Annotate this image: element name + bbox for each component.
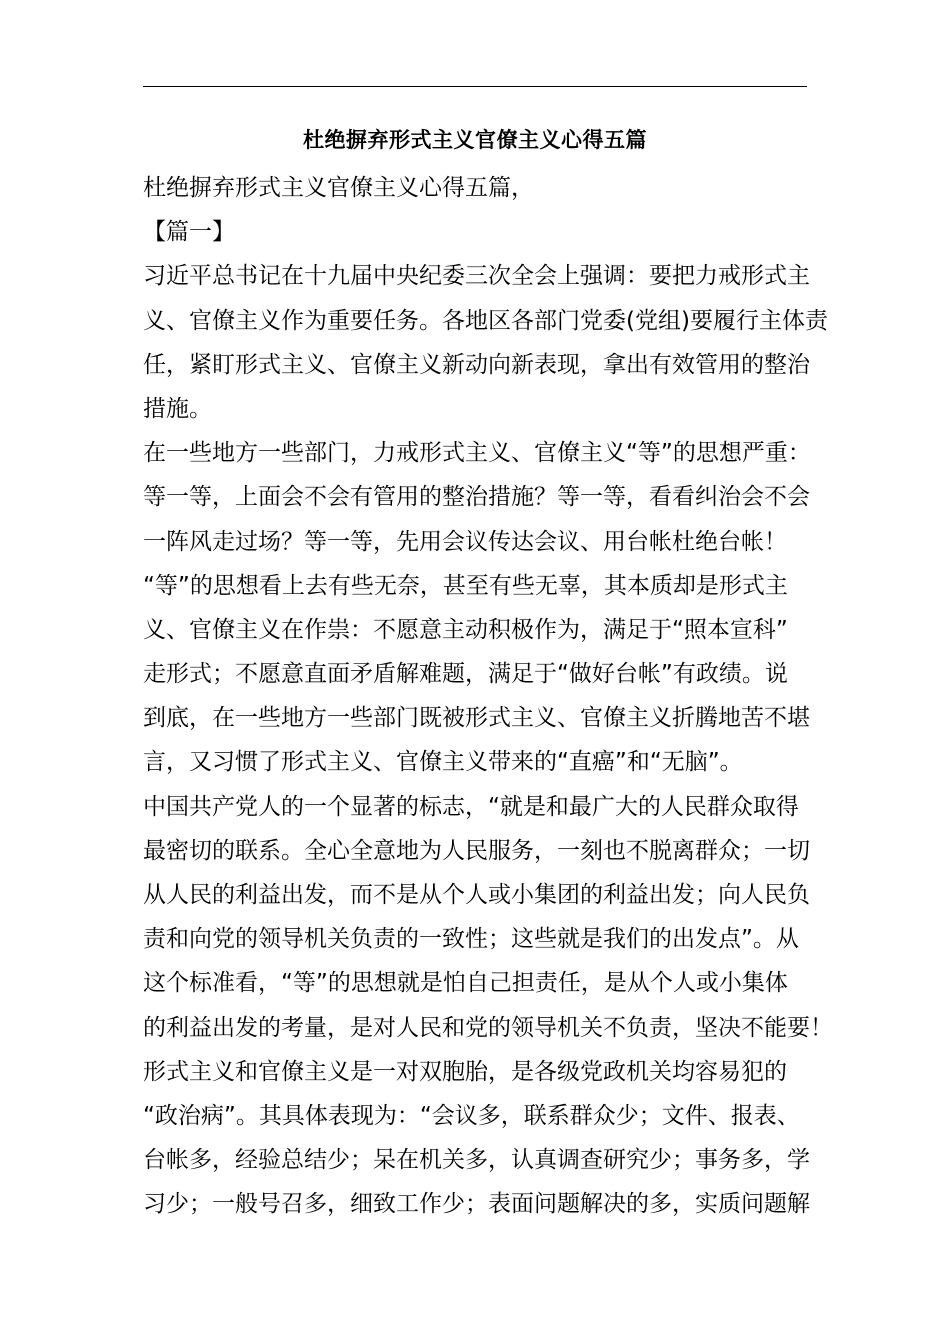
body-line: 的利益出发的考量，是对人民和党的领导机关不负责，坚决不能要！ <box>143 1014 833 1041</box>
body-line: 言，又习惯了形式主义、官僚主义带来的“直癌”和“无脑”。 <box>143 749 743 776</box>
body-line: 杜绝摒弃形式主义官僚主义心得五篇， <box>143 175 534 201</box>
header-divider <box>143 86 807 87</box>
body-line: 责和向党的领导机关负责的一致性；这些就是我们的出发点”。从 <box>143 926 799 953</box>
body-line: 任，紧盯形式主义、官僚主义新动向新表现，拿出有效管用的整治 <box>143 351 810 378</box>
body-line: 在一些地方一些部门，力戒形式主义、官僚主义“等”的思想严重： <box>143 440 811 467</box>
body-line: “政治病”。其具体表现为：“会议多，联系群众少；文件、报表、 <box>143 1102 800 1129</box>
body-line: 义、官僚主义作为重要任务。各地区各部门党委(党组)要履行主体责 <box>143 307 828 334</box>
body-line: 措施。 <box>143 395 212 422</box>
document-body <box>143 166 833 1227</box>
document-title: 杜绝摒弃形式主义官僚主义心得五篇 <box>303 128 647 152</box>
body-line: 习近平总书记在十九届中央纪委三次全会上强调：要把力戒形式主 <box>143 263 810 290</box>
body-line: “等”的思想看上去有些无奈，甚至有些无辜，其本质却是形式主 <box>143 572 788 599</box>
body-line: 从人民的利益出发，而不是从个人或小集团的利益出发；向人民负 <box>143 882 810 908</box>
body-line: 这个标准看，“等”的思想就是怕自己担责任，是从个人或小集体 <box>143 970 788 997</box>
body-line: 一阵风走过场？等一等，先用会议传达会议、用台帐杜绝台帐！ <box>143 528 787 555</box>
section-heading: 【篇一】 <box>143 219 235 246</box>
body-line: 义、官僚主义在作祟：不愿意主动积极作为，满足于“照本宣科” <box>143 616 788 643</box>
body-line: 习少；一般号召多，细致工作少；表面问题解决的多，实质问题解 <box>143 1191 810 1218</box>
body-line: 最密切的联系。全心全意地为人民服务，一刻也不脱离群众；一切 <box>143 837 810 864</box>
body-line: 等一等，上面会不会有管用的整治措施？等一等，看看纠治会不会 <box>143 484 810 511</box>
body-line: 形式主义和官僚主义是一对双胞胎，是各级党政机关均容易犯的 <box>143 1058 787 1085</box>
body-line: 到底，在一些地方一些部门既被形式主义、官僚主义折腾地苦不堪 <box>143 705 810 732</box>
body-line: 台帐多，经验总结少；呆在机关多，认真调查研究少；事务多，学 <box>143 1147 810 1174</box>
body-line: 走形式；不愿意直面矛盾解难题，满足于“做好台帐”有政绩。说 <box>143 661 788 688</box>
body-line: 中国共产党人的一个显著的标志，“就是和最广大的人民群众取得 <box>143 793 799 820</box>
